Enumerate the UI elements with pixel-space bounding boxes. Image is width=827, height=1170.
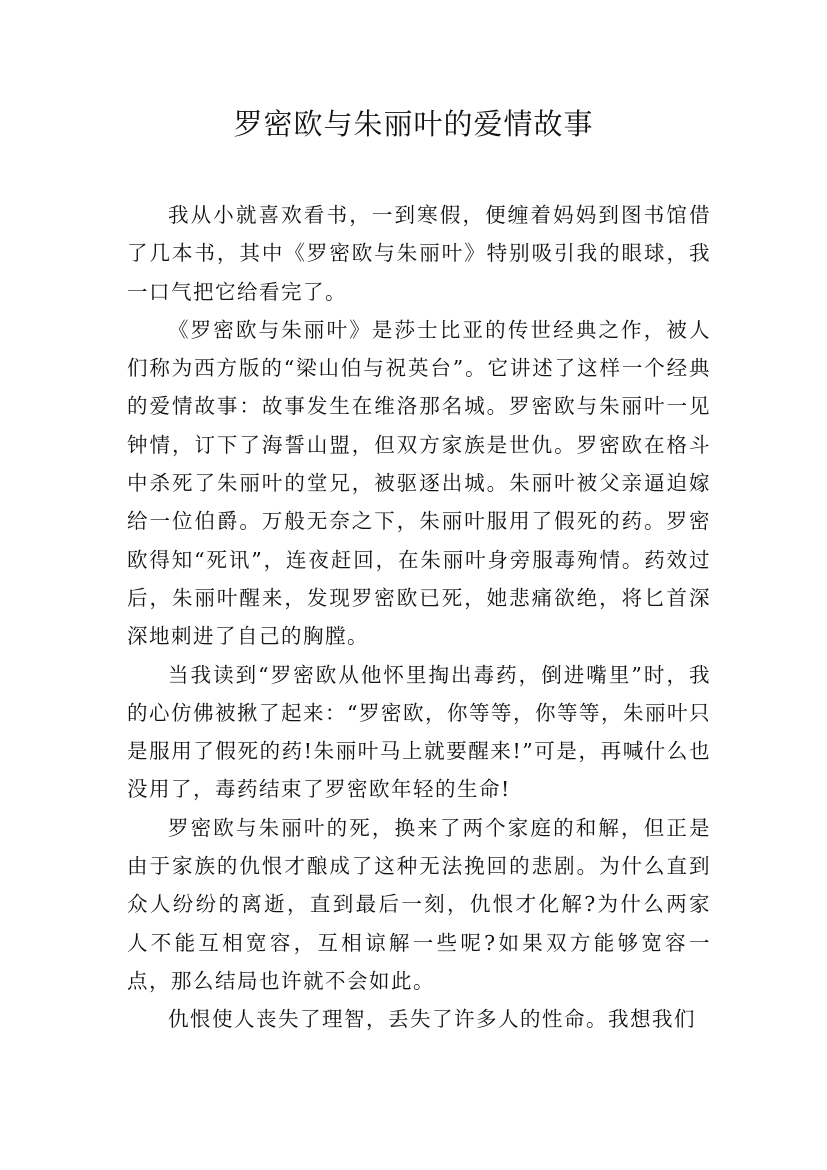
document-title: 罗密欧与朱丽叶的爱情故事: [233, 107, 594, 141]
paragraph-3: 当我读到“罗密欧从他怀里掏出毒药，倒进嘴里”时，我的心仿佛被揪了起来：“罗密欧，你等等，你等等，朱丽叶只是服用了假死的药!朱丽叶马上就要醒来!”可是，再喊什么也没用了，毒药结束了罗密欧年轻的生命!: [127, 662, 711, 802]
document-body: [127, 196, 711, 1039]
paragraph-2: 《罗密欧与朱丽叶》是莎士比亚的传世经典之作，被人们称为西方版的“梁山伯与祝英台”。它讲述了这样一个经典的爱情故事：故事发生在维洛那名城。罗密欧与朱丽叶一见钟情，订下了海誓山盟，但双方家族是世仇。罗密欧在格斗中杀死了朱丽叶的堂兄，被驱逐出城。朱丽叶被父亲逼迫嫁给一位伯爵。万般无奈之下，朱丽叶服用了假死的药。罗密欧得知“死讯”，连夜赶回，在朱丽叶身旁服毒殉情。药效过后，朱丽叶醒来，发现罗密欧已死，她悲痛欲绝，将匕首深深地刺进了自己的胸膛。: [127, 317, 711, 649]
paragraph-5: 仇恨使人丧失了理智，丢失了许多人的性命。我想我们: [168, 1007, 696, 1032]
paragraph-1: 我从小就喜欢看书，一到寒假，便缠着妈妈到图书馆借了几本书，其中《罗密欧与朱丽叶》特别吸引我的眼球，我一口气把它给看完了。: [127, 203, 711, 304]
paragraph-4: 罗密欧与朱丽叶的死，换来了两个家庭的和解，但正是由于家族的仇恨才酿成了这种无法挽回的悲剧。为什么直到众人纷纷的离逝，直到最后一刻，仇恨才化解?为什么两家人不能互相宽容，互相谅解一些呢?如果双方能够宽容一点，那么结局也许就不会如此。: [127, 815, 711, 993]
